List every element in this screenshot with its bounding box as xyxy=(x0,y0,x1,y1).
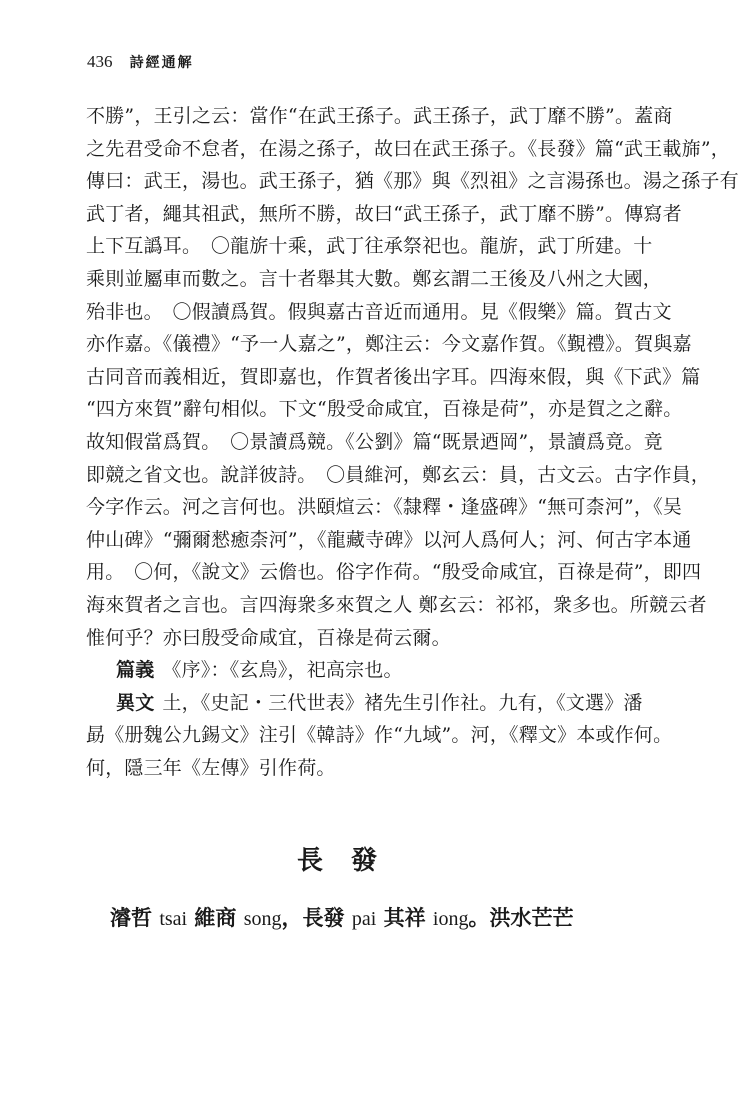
text-line: 仲山碑》“彌爾憖癒柰河”，《龍藏寺碑》以河人爲何人；河、何古字本通 xyxy=(86,528,692,551)
romanization: tsai xyxy=(159,908,188,930)
poem-text: ，長發 xyxy=(281,905,345,930)
book-title: 詩經通解 xyxy=(129,55,194,71)
poem-text: 維商 xyxy=(194,905,237,930)
text-line: 用。 〇何，《說文》云儋也。俗字作荷。“殷受命咸宜，百祿是荷”，即四 xyxy=(86,561,702,584)
text-line: 之先君受命不怠者，在湯之孫子，故曰在武王孫子。《長發》篇“武王載旆”， xyxy=(86,137,730,160)
text-line: 何，隱三年《左傳》引作荷。 xyxy=(86,756,336,779)
text-line: 古同音而義相近，賀即嘉也，作賀者後出字耳。四海來假，與《下武》篇 xyxy=(86,365,701,388)
text-line: 惟何乎？亦曰殷受命咸宜，百祿是荷云爾。 xyxy=(86,626,451,649)
text-line: “四方來賀”辭句相似。下文“殷受命咸宜，百祿是荷”，亦是賀之之辭。 xyxy=(86,398,683,421)
romanization: pai xyxy=(351,908,377,930)
running-header xyxy=(87,52,194,72)
yiwen-text: 土，《史記・三代世表》褚先生引作社。九有，《文選》潘 xyxy=(162,691,643,714)
page-number: 436 xyxy=(87,52,113,71)
text-line: 乘則並屬車而數之。言十者舉其大數。鄭玄謂二王後及八州之大國， xyxy=(86,267,663,290)
text-line: 即競之省文也。說詳彼詩。 〇員維河，鄭玄云：員，古文云。古字作員， xyxy=(86,463,711,486)
pianyi-label: 篇義 xyxy=(116,659,155,682)
commentary-body xyxy=(86,100,739,784)
romanization: iong xyxy=(432,908,469,930)
text-line: 故知假當爲賀。 〇景讀爲競。《公劉》篇“既景迺岡”，景讀爲竟。竟 xyxy=(86,430,663,453)
text-line: 海來賀者之言也。言四海衆多來賀之人 鄭玄云：祁祁，衆多也。所競云者 xyxy=(86,593,707,616)
pianyi-line xyxy=(86,654,618,687)
text-line: 勗《册魏公九錫文》注引《韓詩》作“九域”。河，《釋文》本或作何。 xyxy=(86,724,673,747)
text-line: 今字作云。河之言何也。洪頤煊云：《隸釋・逢盛碑》“無可柰河”，《吴 xyxy=(86,496,683,519)
poem-text: 其祥 xyxy=(383,905,426,930)
text-line: 上下互譌耳。 〇龍旂十乘，武丁往承祭祀也。龍旂，武丁所建。十 xyxy=(86,235,653,258)
yiwen-label: 異文 xyxy=(116,691,155,714)
yiwen-line xyxy=(86,687,643,720)
text-line: 殆非也。 〇假讀爲賀。假與嘉古音近而通用。見《假樂》篇。賀古文 xyxy=(86,300,672,323)
poem-text: 。洪水芒芒 xyxy=(468,905,574,930)
text-line: 武丁者，繩其祖武，無所不勝，故曰“武王孫子，武丁靡不勝”。傳寫者 xyxy=(86,202,682,225)
romanization: song xyxy=(243,908,282,930)
poem-line xyxy=(110,902,573,932)
pianyi-text: 《序》：《玄鳥》，祀高宗也。 xyxy=(162,659,403,682)
text-line: 不勝”，王引之云：當作“在武王孫子。武王孫子，武丁靡不勝”。蓋商 xyxy=(86,105,673,127)
text-line: 傳曰：武王，湯也。武王孫子，猶《那》與《烈祖》之言湯孫也。湯之孫子有 xyxy=(86,170,739,193)
poem-text: 濬哲 xyxy=(110,905,152,930)
text-line: 亦作嘉。《儀禮》“予一人嘉之”，鄭注云：今文嘉作賀。《覲禮》。賀與嘉 xyxy=(86,333,692,356)
section-title: 長發 xyxy=(296,846,405,876)
